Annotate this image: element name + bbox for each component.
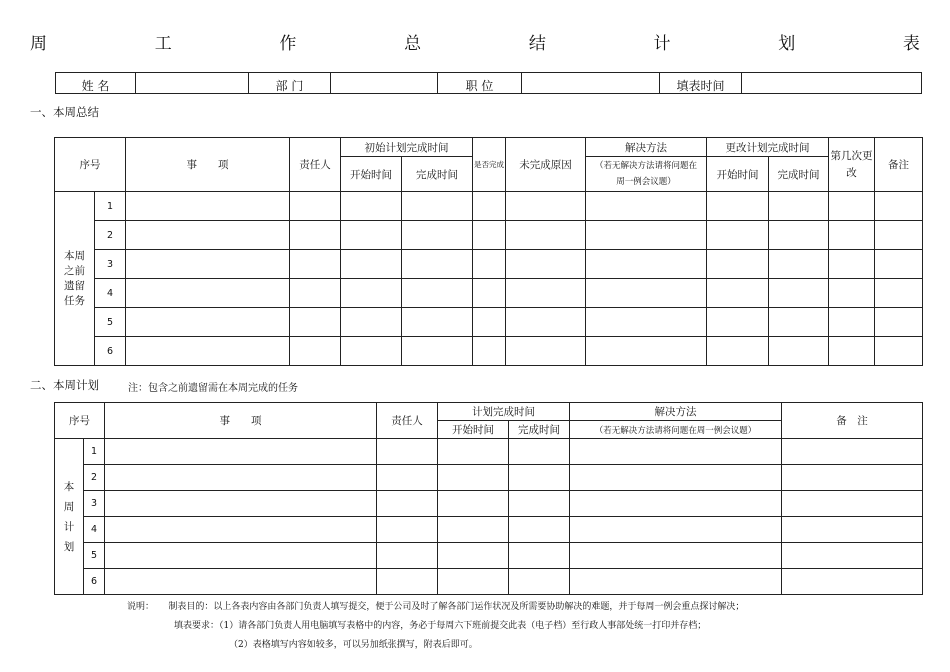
row-number: 4 [95,279,126,308]
header-finish2: 完成时间 [769,157,829,192]
footer-label: 说明： [127,602,155,612]
section-heading-plan: 二、本周计划 [30,378,99,392]
footer-line-1 [127,598,744,617]
row-number: 5 [84,543,105,569]
row-number: 1 [95,192,126,221]
page-title [30,34,920,54]
section-heading-summary: 一、本周总结 [30,105,99,119]
dept-field[interactable] [331,73,438,94]
footer-line-3 [127,636,744,655]
row-number: 6 [95,337,126,366]
header-item: 事 项 [126,138,290,192]
dept-label: 部 门 [249,73,331,94]
row-number: 3 [84,491,105,517]
header-solution: 解决方法 [586,138,707,157]
section-plan-note: 注：包含之前遗留需在本周完成的任务 [128,383,298,394]
header-start: 开始时间 [438,421,509,439]
title-char: 划 [778,34,796,54]
header-remark: 备注 [875,138,923,192]
title-char: 总 [404,34,422,54]
name-label: 姓 名 [56,73,136,94]
footer-notes [127,598,744,655]
header-times: 第几次更改 [829,138,875,192]
header-finish: 完成时间 [402,157,473,192]
header-solution-note: （若无解决方法请将问题在周一例会议题） [586,157,707,192]
header-plan: 计划完成时间 [438,403,570,421]
footer-text-1: 制表目的：以上各表内容由各部门负责人填写提交，便于公司及时了解各部门运作状况及所需要协助解决的难题，并于每周一例会重点探讨解决； [168,602,745,612]
title-char: 表 [902,34,920,54]
date-field[interactable] [742,73,922,94]
title-char: 作 [279,34,297,54]
header-solution: 解决方法 [570,403,782,421]
group-label-plan: 本周计划 [55,439,84,595]
row-number: 2 [95,221,126,250]
title-char: 计 [653,34,671,54]
header-done: 是否完成 [473,138,506,192]
group-label-previous: 本周之前遗留任务 [55,192,95,366]
header-reason: 未完成原因 [506,138,586,192]
row-number: 5 [95,308,126,337]
title-char: 工 [154,34,172,54]
header-seq: 序号 [55,138,126,192]
summary-table [54,137,923,366]
header-start: 开始时间 [341,157,402,192]
info-table [55,72,922,94]
header-changed-plan: 更改计划完成时间 [707,138,829,157]
header-owner: 责任人 [377,403,438,439]
footer-text-3: （2）表格填写内容如较多，可以另加纸张撰写，附表后即可。 [229,640,478,650]
header-owner: 责任人 [290,138,341,192]
row-number: 1 [84,439,105,465]
footer-text-2: 填表要求：（1）请各部门负责人用电脑填写表格中的内容，务必于每周六下班前提交此表（电子档）至行政人事部处统一打印并存档； [174,621,707,631]
header-initial-plan: 初始计划完成时间 [341,138,473,157]
title-char: 结 [528,34,546,54]
date-label: 填表时间 [660,73,742,94]
name-field[interactable] [136,73,249,94]
header-seq: 序号 [55,403,105,439]
title-char: 周 [30,34,47,54]
header-item: 事 项 [105,403,377,439]
position-label: 职 位 [438,73,522,94]
row-number: 2 [84,465,105,491]
position-field[interactable] [522,73,660,94]
plan-table [54,402,923,595]
row-number: 3 [95,250,126,279]
header-solution-note: （若无解决方法请将问题在周一例会议题） [570,421,782,439]
header-start2: 开始时间 [707,157,769,192]
header-remark: 备 注 [782,403,923,439]
row-number: 6 [84,569,105,595]
footer-line-2 [127,617,744,636]
row-number: 4 [84,517,105,543]
header-finish: 完成时间 [509,421,570,439]
